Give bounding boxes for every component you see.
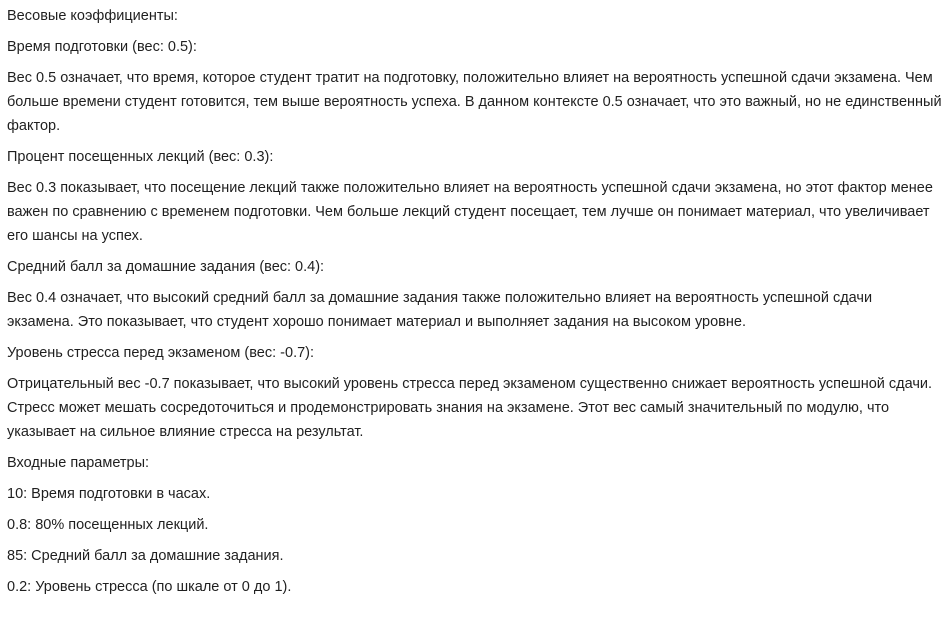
paragraph-stress: Отрицательный вес -0.7 показывает, что высокий уровень стресса перед экзаменом существенно снижает вероятность успешной сдачи. Стресс может мешать сосредоточиться и продемонстрировать знания на экзамене. Этот вес самый значительный по модулю, что указывает на сильное влияние стресса на результат. — [7, 376, 933, 440]
input-stress: 0.2: Уровень стресса (по шкале от 0 до 1). — [7, 579, 292, 595]
paragraph-prep-time: Вес 0.5 означает, что время, которое студент тратит на подготовку, положительно влияет на вероятность успешной сдачи экзамена. Чем больше времени студент готовится, тем выше вероятность успеха. В данном контексте 0.5 означает, что это важный, но не единственный фактор. — [7, 70, 942, 134]
heading-stress: Уровень стресса перед экзаменом (вес: -0.7): — [7, 345, 315, 361]
input-lectures: 0.8: 80% посещенных лекций. — [7, 517, 209, 533]
heading-prep-time: Время подготовки (вес: 0.5): — [7, 39, 197, 55]
input-prep-hours: 10: Время подготовки в часах. — [7, 486, 211, 502]
heading-inputs: Входные параметры: — [7, 455, 150, 471]
heading-homework: Средний балл за домашние задания (вес: 0.4): — [7, 259, 325, 275]
heading-lectures: Процент посещенных лекций (вес: 0.3): — [7, 149, 274, 165]
heading-weights: Весовые коэффициенты: — [7, 8, 178, 24]
input-homework: 85: Средний балл за домашние задания. — [7, 548, 284, 564]
paragraph-homework: Вес 0.4 означает, что высокий средний балл за домашние задания также положительно влияет на вероятность успешной сдачи экзамена. Это показывает, что студент хорошо понимает материал и выполняет задания на высоком уровне. — [7, 290, 873, 330]
paragraph-lectures: Вес 0.3 показывает, что посещение лекций также положительно влияет на вероятность успешной сдачи экзамена, но этот фактор менее важен по сравнению с временем подготовки. Чем больше лекций студент посещает, тем лучше он понимает материал, что увеличивает его шансы на успех. — [7, 180, 933, 244]
